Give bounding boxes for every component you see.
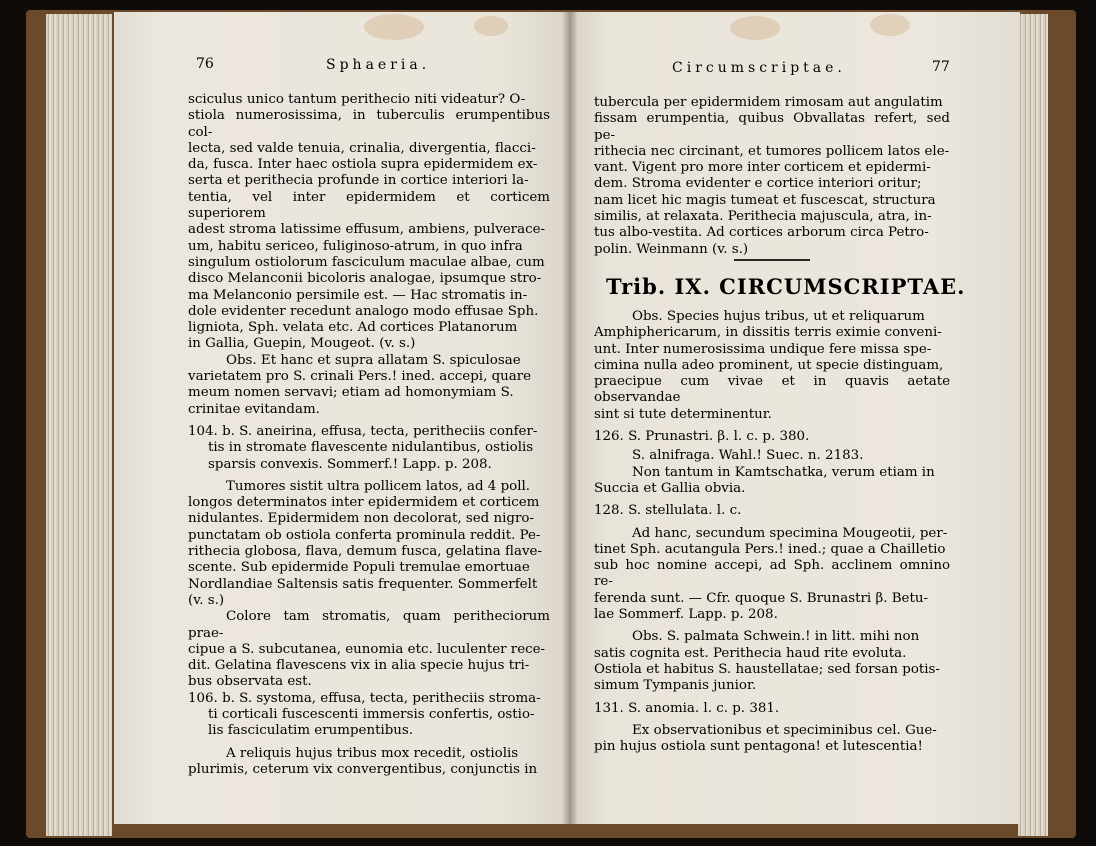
paragraph-line: Ad hanc, secundum specimina Mougeotii, per- [632, 525, 948, 541]
page-edges-right [1018, 14, 1048, 836]
right-text-column [594, 309, 950, 755]
species-entry-line: ti corticali fuscescenti immersis confertis, ostio- [208, 706, 535, 722]
text-line: nam licet hic magis tumeat et fuscescat, structura [594, 192, 936, 208]
paragraph-line: bus observata est. [188, 674, 312, 690]
species-entry-line: lis fasciculatim erumpentibus. [208, 723, 414, 739]
obs-line: Obs. Et hanc et supra allatam S. spiculosae [226, 352, 521, 368]
water-stain [364, 14, 424, 40]
running-head-right: Circumscriptae. [672, 60, 846, 76]
text-line: in Gallia, Guepin, Mougeot. (v. s.) [188, 336, 416, 352]
obs-line: varietatem pro S. crinali Pers.! ined. accepi, quare [188, 369, 532, 385]
paragraph-line: sub hoc nomine accepi, ad Sph. acclinem omnino re- [594, 558, 950, 590]
water-stain [870, 14, 910, 36]
species-entry-131: 131. S. anomia. l. c. p. 381. [594, 700, 780, 716]
paragraph-line: dit. Gelatina flavescens vix in alia specie hujus tri- [188, 658, 530, 674]
water-stain [730, 16, 780, 40]
text-line: similis, at relaxata. Perithecia majuscula, atra, in- [594, 209, 932, 225]
obs-line: satis cognita est. Perithecia haud rite evoluta. [594, 645, 907, 661]
text-line: da, fusca. Inter haec ostiola supra epidermidem ex- [188, 157, 538, 173]
left-text-column [188, 92, 550, 778]
paragraph-line: Succia et Gallia obvia. [594, 480, 746, 496]
paragraph-line: nidulantes. Epidermidem non decolorat, sed nigro- [188, 511, 534, 527]
species-entry-106: 106. b. S. systoma, effusa, tecta, peritheciis stroma- [188, 690, 541, 706]
obs-line: unt. Inter numerosissima undique fere missa spe- [594, 341, 932, 357]
text-line: disco Melanconii bicoloris analogae, ipsumque stro- [188, 271, 542, 287]
obs-line: praecipue cum vivae et in quavis aetate observandae [594, 374, 950, 406]
paragraph-line: pin hujus ostiola sunt pentagona! et lutescentia! [594, 739, 923, 755]
obs-line: Obs. S. palmata Schwein.! in litt. mihi non [632, 629, 920, 645]
text-line: tentia, vel inter epidermidem et corticem superiorem [188, 189, 550, 222]
text-line: polin. Weinmann (v. s.) [594, 241, 749, 257]
obs-line: cimina nulla adeo prominent, ut specie distinguam, [594, 357, 944, 373]
text-line: dole evidenter recedunt analogo modo effusae Sph. [188, 303, 539, 319]
paragraph-line: plurimis, ceterum vix convergentibus, conjunctis in [188, 761, 538, 777]
paragraph-line: lae Sommerf. Lapp. p. 208. [594, 607, 778, 623]
text-line: um, habitu sericeo, fuliginoso-atrum, in quo infra [188, 238, 523, 254]
paragraph-line: ferenda sunt. — Cfr. quoque S. Brunastri β. Betu- [594, 590, 929, 606]
paragraph-line: Tumores sistit ultra pollicem latos, ad 4 poll. [226, 478, 531, 494]
section-divider [734, 259, 810, 261]
paragraph-line: scente. Sub epidermide Populi tremulae emortuae [188, 560, 530, 576]
running-head-left: Sphaeria. [326, 57, 431, 73]
paragraph-line: tinet Sph. acutangula Pers.! ined.; quae a Chailletio [594, 541, 946, 557]
paragraph-line: Colore tam stromatis, quam peritheciorum prae- [188, 609, 550, 641]
text-line: lecta, sed valde tenuia, crinalia, divergentia, flacci- [188, 140, 536, 156]
obs-line: crinitae evitandam. [188, 401, 320, 417]
paragraph-line: Nordlandiae Saltensis satis frequenter. Sommerfelt [188, 576, 538, 592]
species-entry-104: 104. b. S. aneirina, effusa, tecta, peritheciis confer- [188, 423, 538, 439]
text-line: vant. Vigent pro more inter corticem et epidermi- [594, 160, 931, 176]
page-edges-left [46, 14, 112, 836]
book-gutter [562, 12, 578, 824]
tribe-heading: Trib. IX. CIRCUMSCRIPTAE. [606, 274, 966, 299]
obs-line: Obs. Species hujus tribus, ut et reliquarum [632, 309, 925, 324]
paragraph-line: A reliquis hujus tribus mox recedit, ostiolis [226, 745, 519, 761]
text-line: sciculus unico tantum perithecio niti videatur? O- [188, 92, 526, 107]
text-line: tubercula per epidermidem rimosam aut angulatim [594, 95, 943, 110]
obs-line: Ostiola et habitus S. haustellatae; sed forsan potis- [594, 661, 940, 677]
species-entry-line: tis in stromate flavescente nidulantibus, ostiolis [208, 440, 534, 456]
obs-line: Amphiphericarum, in dissitis terris eximie conveni- [594, 325, 942, 341]
text-line: serta et perithecia profunde in cortice interiori la- [188, 173, 529, 189]
text-line: rithecia nec circinant, et tumores pollicem latos ele- [594, 143, 950, 159]
paragraph-line: Non tantum in Kamtschatka, verum etiam in [632, 464, 935, 480]
paragraph-line: cipue a S. subcutanea, eunomia etc. luculenter rece- [188, 641, 546, 657]
page-number-left: 76 [196, 56, 214, 72]
page-number-right: 77 [932, 59, 950, 75]
text-line: fissam erumpentia, quibus Obvallatas refert, sed pe- [594, 111, 950, 143]
text-line: ligniota, Sph. velata etc. Ad cortices Platanorum [188, 320, 518, 336]
obs-line: meum nomen servavi; etiam ad homonymiam S. [188, 385, 514, 401]
paragraph-line: (v. s.) [188, 592, 225, 608]
species-entry-126: 126. S. Prunastri. β. l. c. p. 380. [594, 429, 810, 445]
text-line: adest stroma latissime effusum, ambiens, pulverace- [188, 222, 546, 238]
paragraph-line: punctatam ob ostiola conferta prominula reddit. Pe- [188, 527, 541, 543]
obs-line: sint si tute determinentur. [594, 406, 772, 422]
text-line: ma Melanconio persimile est. — Hac stromatis in- [188, 287, 528, 303]
text-line: stiola numerosissima, in tuberculis erumpentibus col- [188, 108, 550, 140]
species-entry-line: sparsis convexis. Sommerf.! Lapp. p. 208. [208, 456, 492, 472]
paragraph-line: longos determinatos inter epidermidem et corticem [188, 495, 540, 511]
text-line: dem. Stroma evidenter e cortice interiori oritur; [594, 176, 922, 192]
water-stain [474, 16, 508, 36]
text-line: tus albo-vestita. Ad cortices arborum circa Petro- [594, 225, 929, 241]
text-line: singulum ostiolorum fasciculum maculae albae, cum [188, 254, 545, 270]
obs-line: simum Tympanis junior. [594, 678, 757, 694]
paragraph-line: rithecia globosa, flava, demum fusca, gelatina flave- [188, 544, 542, 560]
paragraph-line: Ex observationibus et speciminibus cel. Gue- [632, 722, 937, 738]
synonym-line: S. alnifraga. Wahl.! Suec. n. 2183. [632, 448, 864, 464]
species-entry-128: 128. S. stellulata. l. c. [594, 503, 742, 519]
right-text-column-top [594, 95, 950, 258]
